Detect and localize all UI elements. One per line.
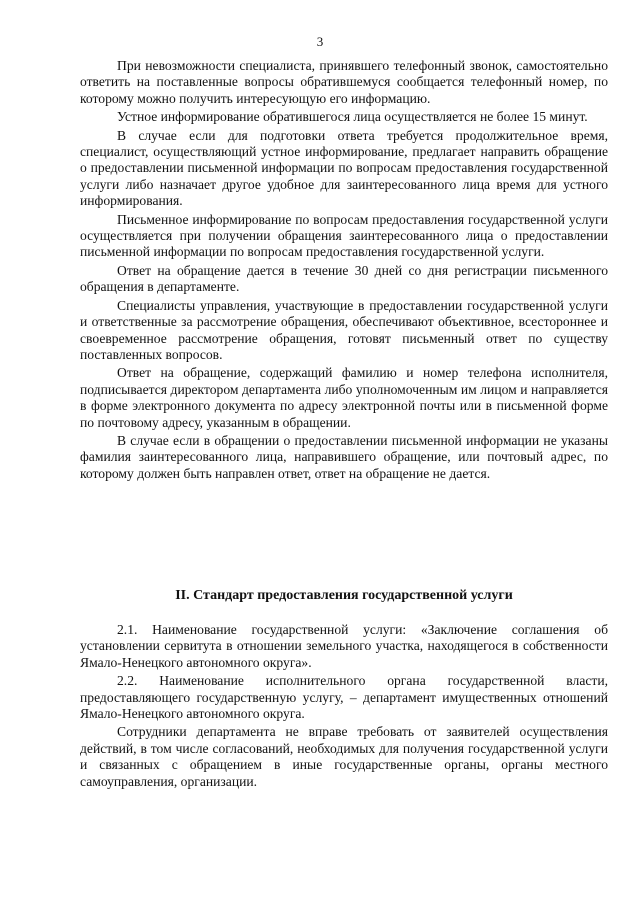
page-number: 3: [316, 34, 324, 49]
paragraph-response-signing: Ответ на обращение, содержащий фамилию и номер телефона исполнителя, подписывается директором департамента либо уполномоченным им лицом и направляется в форме электронного документа по адресу электронной почты или в письменной форме по почтовому адресу, указанным в обращении.: [80, 365, 608, 430]
paragraph-authority-name: 2.2. Наименование исполнительного органа государственной власти, предоставляющего государственную услугу, – департамент имущественных отношений Ямало-Ненецкого автономного округа.: [80, 673, 608, 722]
paragraph-written-informing: Письменное информирование по вопросам предоставления государственной услуги осуществляется при получении обращения заинтересованного лица о предоставлении письменной информации по вопросам предоставления государственной услуги.: [80, 211, 608, 260]
paragraph-oral-duration: Устное информирование обратившегося лица осуществляется не более 15 минут.: [117, 109, 588, 125]
section-text-block: [80, 622, 608, 790]
paragraph-staff-restrictions: Сотрудники департамента не вправе требовать от заявителей осуществления действий, в том числе согласований, необходимых для получения государственной услуги и связанных с обращением в иные государственные органы, органы местного самоуправления, организации.: [80, 724, 608, 789]
section-heading: II. Стандарт предоставления государственной услуги: [175, 588, 513, 603]
body-text-block: [80, 58, 608, 482]
paragraph-no-response-case: В случае если в обращении о предоставлении письменной информации не указаны фамилия заинтересованного лица, направившего обращение, или почтовый адрес, по которому должен быть направлен ответ, ответ на обращение не дается.: [80, 432, 608, 481]
paragraph-specialists-duties: Специалисты управления, участвующие в предоставлении государственной услуги и ответственные за рассмотрение обращения, обеспечивают объективное, всестороннее и своевременное рассмотрение обращения, готовят письменный ответ по существу поставленных вопросов.: [80, 297, 608, 362]
paragraph-response-deadline: Ответ на обращение дается в течение 30 дней со дня регистрации письменного обращения в департаменте.: [80, 262, 608, 295]
paragraph-long-preparation: В случае если для подготовки ответа требуется продолжительное время, специалист, осуществляющий устное информирование, предлагает направить обращение о предоставлении письменной информации по вопросам предоставления государственной услуги либо назначает другое удобное для заинтересованного лица время для устного информирования.: [80, 127, 608, 209]
paragraph-service-name: 2.1. Наименование государственной услуги: «Заключение соглашения об установлении сервитута в отношении земельного участка, находящегося в собственности Ямало-Ненецкого автономного округа».: [80, 622, 608, 670]
paragraph-phone-referral: При невозможности специалиста, принявшего телефонный звонок, самостоятельно ответить на поставленные вопросы обратившемуся сообщается телефонный номер, по которому можно получить интересующую его информацию.: [80, 58, 608, 106]
